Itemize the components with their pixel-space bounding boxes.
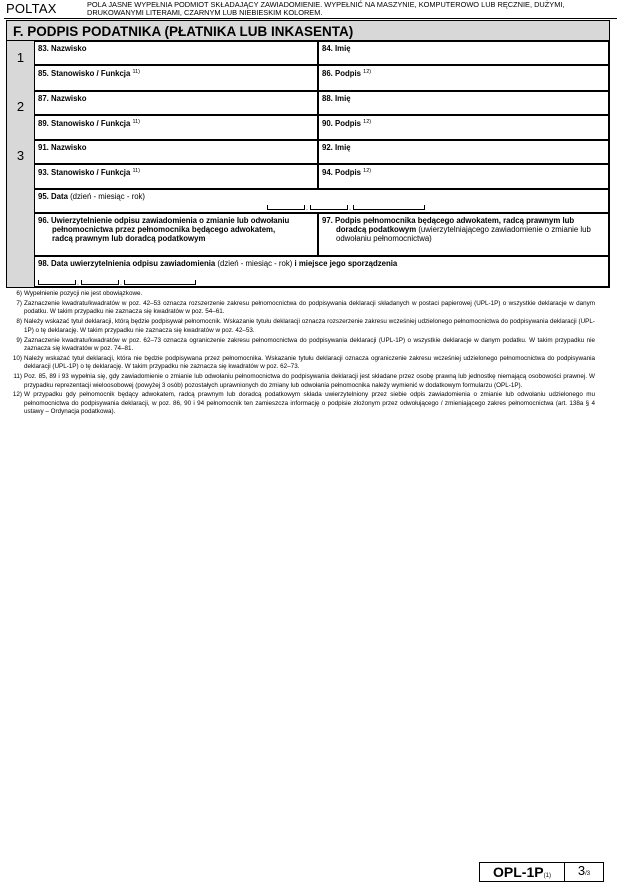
date-separator: . [120,280,122,287]
footnote: 10) Należy wskazać tytuł deklaracji, która nie będzie podpisywana przez pełnomocnika. Wskazanie tytułu deklaracji oznacza ograniczenie zakresu wcześniej udzielonego pełnomocnictwa do podpisywania deklaracji (UPL-1P) o tę deklarację. W takim przypadku nie zaznacza się kwadratów w poz. 62–73. [12,354,595,371]
date-separator: . [349,205,351,212]
date-separator: . [306,205,308,212]
field-96-authentication[interactable] [34,213,318,256]
form-brand: POLTAX [6,1,57,16]
field-93-label: 93. Stanowisko / Funkcja $^{11)}$ [38,168,141,177]
field-97-signature[interactable] [318,213,609,256]
field-94-signature[interactable] [318,164,609,189]
section-title: F. PODPIS PODATNIKA (PŁATNIKA LUB INKASENTA) [7,21,609,41]
page-number: 3/3 [577,862,591,878]
date-year-box[interactable] [353,205,425,210]
row-number-1: 1 [16,50,25,65]
date-month-box[interactable] [81,280,119,285]
field-86-signature[interactable] [318,65,609,91]
date-day-box[interactable] [267,205,305,210]
field-91-surname[interactable] [34,140,318,164]
field-89-label: 89. Stanowisko / Funkcja $^{11)}$ [38,119,141,128]
field-95-label: 95. Data (dzień - miesiąc - rok) [38,192,146,201]
row-number-3: 3 [16,148,25,163]
field-85-position[interactable] [34,65,318,91]
field-88-first-name[interactable] [318,91,609,115]
date-year-box[interactable] [124,280,196,285]
date-separator: . [77,280,79,287]
date-month-box[interactable] [310,205,348,210]
form-code: OPL-1P(1) [480,863,565,881]
field-98-date-place[interactable] [34,256,609,287]
field-90-signature[interactable] [318,115,609,140]
field-88-label: 88. Imię [322,94,351,103]
field-87-label: 87. Nazwisko [38,94,87,103]
footnote: 6) Wypełnienie pozycji nie jest obowiązkowe. [16,290,143,297]
field-86-label: 86. Podpis $^{12)}$ [322,69,372,78]
footnote: 9) Zaznaczenie kwadratu/kwadratów w poz. 62–73 oznacza ograniczenie zakresu pełnomocnictwa do podpisywania deklaracji (UPL-1P) o wszystkie deklaracje w danym podatku. W takim przypadku nie zaznacza się kwadratów w poz. 74–81. [16,336,595,352]
field-92-label: 92. Imię [322,143,351,152]
field-94-label: 94. Podpis $^{12)}$ [322,168,372,177]
footnote: 12) W przypadku gdy pełnomocnik będący adwokatem, radcą prawnym lub doradcą podatkowym składa uwierzytelniony przez siebie odpis zawiadomienia o zmianie lub odwołaniu udzielonego mu pełnomocnictwa do podpisywania deklaracji, w poz. 86, 90 i 94 pełnomocnik ten zamieszcza informację o podpisie złożonym przez odwołującego / zmieniającego zakres pełnomocnictwa (art. 138a § 4 ustawy – Ordynacja podatkowa). [12,391,595,416]
footnote: 11) Poz. 85, 89 i 93 wypełnia się, gdy zawiadomienie o zmianie lub odwołaniu pełnomocnictwa do podpisywania deklaracji jest składane przez osobę prawną lub jednostkę niemającą osobowości prawnej. W przypadku reprezentacji wieloosobowej (powyżej 3 osób) pozostałych uprawnionych do zmiany lub odwołania pełnomocnika należy wymienić w dodatkowym formularzu (OPL-1P). [13,373,595,389]
field-97-label: 97. Podpis pełnomocnika będącego adwokatem, radcą prawnym lub doradcą podatkowym (uwierzytelniającego zawiadomienie o zmianie lub odwołaniu pełnomocnictwa) [322,216,591,243]
footnote: 7) Zaznaczenie kwadratu/kwadratów w poz. 42–53 oznacza rozszerzenie zakresu pełnomocnictwa do podpisywania deklaracji składanych w postaci papierowej (UPL-1P) o wszystkie deklaracje w danym podatku. W takim przypadku nie zaznacza się kwadratów w poz. 54–61. [16,299,595,316]
field-98-label: 98. Data uwierzytelnienia odpisu zawiadomienia (dzień - miesiąc - rok) i miejsce jego sporządzenia [38,259,398,268]
field-96-label: 96. Uwierzytelnienie odpisu zawiadomienia o zmianie lub odwołaniu pełnomocnictwa przez pełnomocnika będącego adwokatem, radcą prawnym lub doradcą podatkowym [38,216,290,243]
header-divider [4,18,617,19]
field-83-label: 83. Nazwisko [38,44,87,53]
field-92-first-name[interactable] [318,140,609,164]
section-f-form [6,20,610,288]
footnotes [12,290,595,418]
field-95-date[interactable] [34,189,609,213]
field-95-date-boxes [267,204,427,210]
field-93-position[interactable] [34,164,318,189]
field-84-label: 84. Imię [322,44,351,53]
field-98-date-boxes [38,279,198,285]
date-day-box[interactable] [38,280,76,285]
field-89-position[interactable] [34,115,318,140]
field-90-label: 90. Podpis $^{12)}$ [322,119,372,128]
fill-instruction: POLA JASNE WYPEŁNIA PODMIOT SKŁADAJĄCY ZAWIADOMIENIE. WYPEŁNIĆ NA MASZYNIE, KOMPUTEROWO LUB RĘCZNIE, DUŻYMI, DRUKOWANYMI LITERAMI, CZARNYM LUB NIEBIESKIM KOLOREM. [87,0,565,18]
row-number-2: 2 [16,99,25,114]
field-87-surname[interactable] [34,91,318,115]
field-91-label: 91. Nazwisko [38,143,87,152]
field-85-label: 85. Stanowisko / Funkcja $^{11)}$ [38,69,141,78]
footnote: 8) Należy wskazać tytuł deklaracji, którą będzie podpisywał pełnomocnik. Wskazanie tytułu deklaracji oznacza rozszerzenie zakresu wcześniej udzielonego pełnomocnictwa do podpisywania deklaracji (UPL-1P) o tę deklarację. W takim przypadku nie zaznacza się kwadratów w poz. 42–53. [16,318,595,334]
field-83-surname[interactable] [34,41,318,65]
form-footer [479,862,604,882]
field-84-first-name[interactable] [318,41,609,65]
